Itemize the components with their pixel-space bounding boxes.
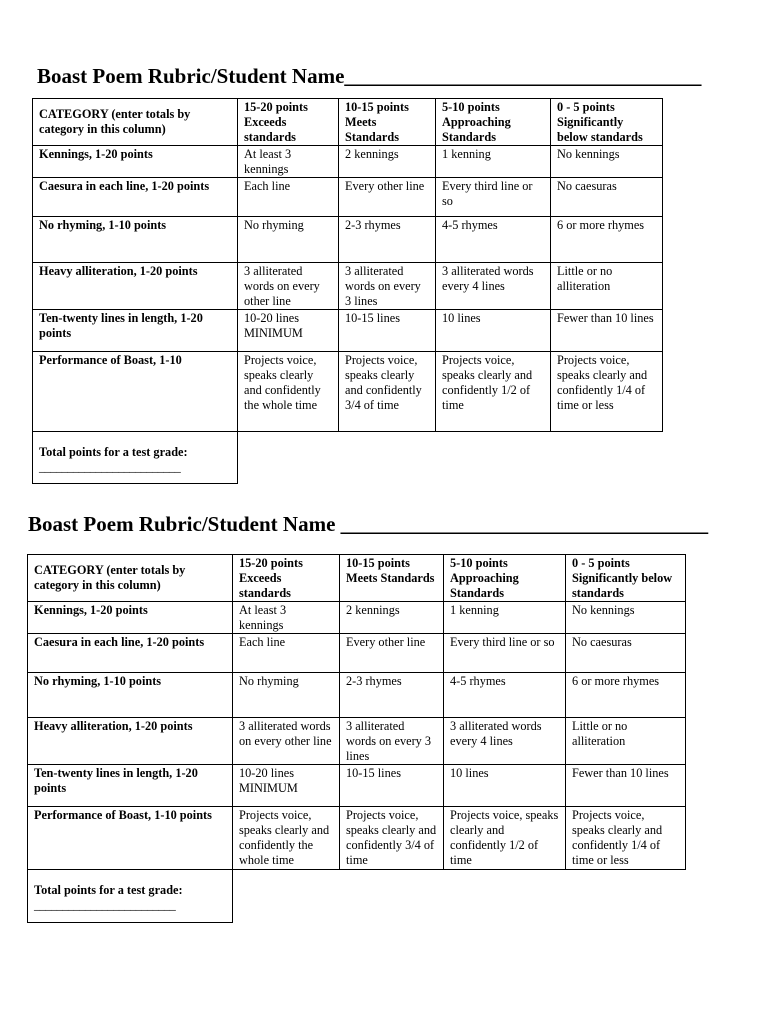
row-cell: Every other line [340, 634, 444, 673]
row-cell: No caesuras [566, 634, 686, 673]
header-col-exceeds: 15-20 points Exceeds standards [233, 555, 340, 602]
row-category: Performance of Boast, 1-10 [33, 352, 238, 432]
row-cell: Fewer than 10 lines [551, 310, 663, 352]
row-cell: Little or no alliteration [551, 263, 663, 310]
row-cell: Projects voice, speaks clearly and confidently 3/4 of time [340, 807, 444, 870]
total-row [28, 870, 686, 923]
total-points-cell [28, 870, 233, 923]
row-cell: 10 lines [436, 310, 551, 352]
row-category: No rhyming, 1-10 points [33, 217, 238, 263]
row-cell: Each line [233, 634, 340, 673]
row-category: Ten-twenty lines in length, 1-20 points [28, 765, 233, 807]
row-cell: 3 alliterated words on every other line [233, 718, 340, 765]
rubric-2-title: Boast Poem Rubric/Student Name ___________________________________ [28, 512, 709, 536]
table-row [33, 263, 663, 310]
table-row [28, 602, 686, 634]
table-row [28, 673, 686, 718]
row-cell: 4-5 rhymes [436, 217, 551, 263]
row-cell: Projects voice, speaks clearly and confidently the whole time [238, 352, 339, 432]
header-col-meets: 10-15 points Meets Standards [340, 555, 444, 602]
rubric-2-header-row [28, 555, 686, 602]
row-cell: Every other line [339, 178, 436, 217]
row-cell: Projects voice, speaks clearly and confidently 1/4 of time or less [551, 352, 663, 432]
row-category: Performance of Boast, 1-10 points [28, 807, 233, 870]
header-col-approaching: 5-10 points Approaching Standards [436, 99, 551, 146]
row-cell: At least 3 kennings [238, 146, 339, 178]
header-col-meets: 10-15 points Meets Standards [339, 99, 436, 146]
row-category: Kennings, 1-20 points [33, 146, 238, 178]
row-cell: 3 alliterated words on every other line [238, 263, 339, 310]
row-cell: 1 kenning [444, 602, 566, 634]
total-points-blank: _________________________ [34, 898, 176, 912]
rubric-1-header-row [33, 99, 663, 146]
total-points-cell [33, 432, 238, 484]
row-category: Kennings, 1-20 points [28, 602, 233, 634]
row-cell: Projects voice, speaks clearly and confidently the whole time [233, 807, 340, 870]
row-cell: 6 or more rhymes [566, 673, 686, 718]
row-cell: 3 alliterated words on every 3 lines [339, 263, 436, 310]
header-col-below: 0 - 5 points Significantly below standards [551, 99, 663, 146]
row-cell: At least 3 kennings [233, 602, 340, 634]
rubric-1-table [32, 98, 663, 484]
row-cell: 1 kenning [436, 146, 551, 178]
row-cell: 3 alliterated words every 4 lines [436, 263, 551, 310]
row-cell: Little or no alliteration [566, 718, 686, 765]
row-cell: 10 lines [444, 765, 566, 807]
total-points-label: Total points for a test grade: [39, 445, 188, 459]
row-category: No rhyming, 1-10 points [28, 673, 233, 718]
row-cell: No kennings [566, 602, 686, 634]
row-cell: 4-5 rhymes [444, 673, 566, 718]
table-row [33, 146, 663, 178]
row-cell: 10-20 lines MINIMUM [233, 765, 340, 807]
table-row [28, 807, 686, 870]
row-cell: 3 alliterated words on every 3 lines [340, 718, 444, 765]
row-cell: 2 kennings [339, 146, 436, 178]
row-category: Caesura in each line, 1-20 points [33, 178, 238, 217]
row-category: Heavy alliteration, 1-20 points [28, 718, 233, 765]
header-category: CATEGORY (enter totals by category in this column) [28, 555, 233, 602]
empty-space [233, 870, 686, 923]
table-row [33, 310, 663, 352]
table-row [28, 634, 686, 673]
table-row [28, 718, 686, 765]
empty-space [238, 432, 663, 484]
header-col-approaching: 5-10 points Approaching Standards [444, 555, 566, 602]
row-category: Heavy alliteration, 1-20 points [33, 263, 238, 310]
rubric-1-title: Boast Poem Rubric/Student Name__________________________________ [37, 64, 702, 88]
row-cell: Projects voice, speaks clearly and confidently 1/4 of time or less [566, 807, 686, 870]
row-cell: Projects voice, speaks clearly and confidently 3/4 of time [339, 352, 436, 432]
table-row [33, 178, 663, 217]
row-category: Ten-twenty lines in length, 1-20 points [33, 310, 238, 352]
row-cell: Fewer than 10 lines [566, 765, 686, 807]
row-cell: 10-15 lines [340, 765, 444, 807]
total-points-label: Total points for a test grade: [34, 883, 183, 897]
row-cell: 3 alliterated words every 4 lines [444, 718, 566, 765]
row-cell: No rhyming [238, 217, 339, 263]
row-cell: No caesuras [551, 178, 663, 217]
row-cell: No kennings [551, 146, 663, 178]
table-row [33, 217, 663, 263]
rubric-2-table [27, 554, 686, 923]
row-cell: 2-3 rhymes [340, 673, 444, 718]
total-row [33, 432, 663, 484]
row-cell: 10-15 lines [339, 310, 436, 352]
header-col-below: 0 - 5 points Significantly below standards [566, 555, 686, 602]
row-cell: Every third line or so [444, 634, 566, 673]
row-cell: 2 kennings [340, 602, 444, 634]
row-category: Caesura in each line, 1-20 points [28, 634, 233, 673]
row-cell: No rhyming [233, 673, 340, 718]
header-col-exceeds: 15-20 points Exceeds standards [238, 99, 339, 146]
row-cell: 10-20 lines MINIMUM [238, 310, 339, 352]
row-cell: 6 or more rhymes [551, 217, 663, 263]
row-cell: Every third line or so [436, 178, 551, 217]
row-cell: Projects voice, speaks clearly and confidently 1/2 of time [444, 807, 566, 870]
row-cell: Each line [238, 178, 339, 217]
row-cell: Projects voice, speaks clearly and confidently 1/2 of time [436, 352, 551, 432]
header-category: CATEGORY (enter totals by category in this column) [33, 99, 238, 146]
total-points-blank: _________________________ [39, 460, 181, 474]
row-cell: 2-3 rhymes [339, 217, 436, 263]
table-row [28, 765, 686, 807]
table-row [33, 352, 663, 432]
